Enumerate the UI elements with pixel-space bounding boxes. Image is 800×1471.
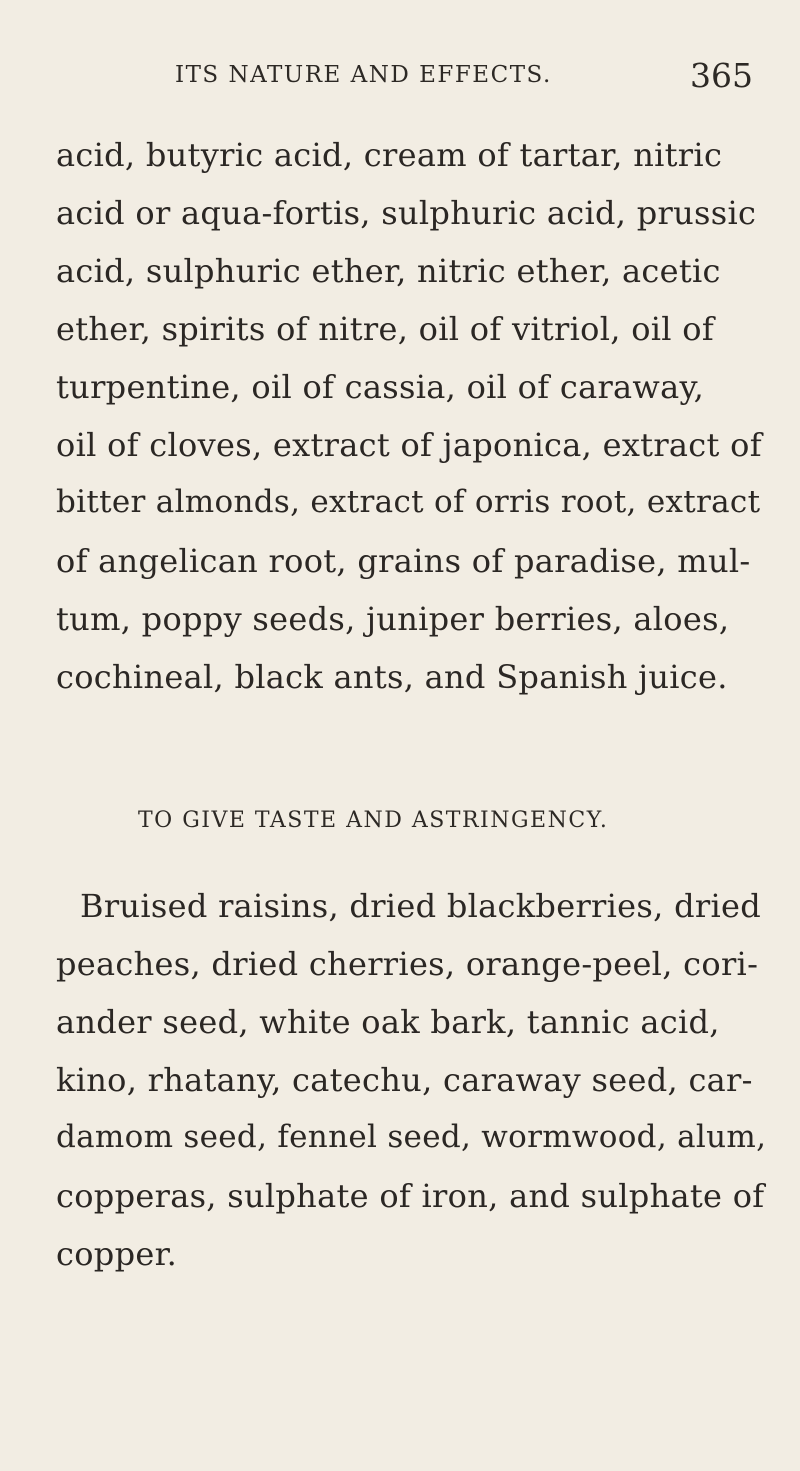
text-line: ether, spirits of nitre, oil of vitriol, oil of <box>56 310 715 348</box>
text-line: kino, rhatany, catechu, caraway seed, car- <box>56 1061 753 1099</box>
text-line: damom seed, fennel seed, wormwood, alum, <box>56 1119 767 1155</box>
text-line: acid or aqua-fortis, sulphuric acid, prussic <box>56 194 757 232</box>
section-heading: TO GIVE TASTE AND ASTRINGENCY. <box>138 808 609 833</box>
running-head <box>0 56 800 102</box>
text-line: oil of cloves, extract of japonica, extract of <box>56 426 762 464</box>
text-line: turpentine, oil of cassia, oil of caraway, <box>56 368 705 406</box>
text-line: cochineal, black ants, and Spanish juice. <box>56 658 728 696</box>
running-title: ITS NATURE AND EFFECTS. <box>175 62 552 88</box>
text-line: bitter almonds, extract of orris root, extract <box>56 484 761 520</box>
text-line: tum, poppy seeds, juniper berries, aloes, <box>56 600 730 638</box>
text-line: ander seed, white oak bark, tannic acid, <box>56 1003 720 1041</box>
text-line: copperas, sulphate of iron, and sulphate of <box>56 1177 765 1215</box>
text-line: peaches, dried cherries, orange-peel, cori- <box>56 945 759 983</box>
text-line: acid, sulphuric ether, nitric ether, acetic <box>56 252 721 290</box>
page-number: 365 <box>690 56 753 95</box>
text-line: copper. <box>56 1235 178 1273</box>
text-line: of angelican root, grains of paradise, mul- <box>56 542 751 580</box>
text-line: acid, butyric acid, cream of tartar, nitric <box>56 136 723 174</box>
text-line: Bruised raisins, dried blackberries, dried <box>80 887 762 925</box>
